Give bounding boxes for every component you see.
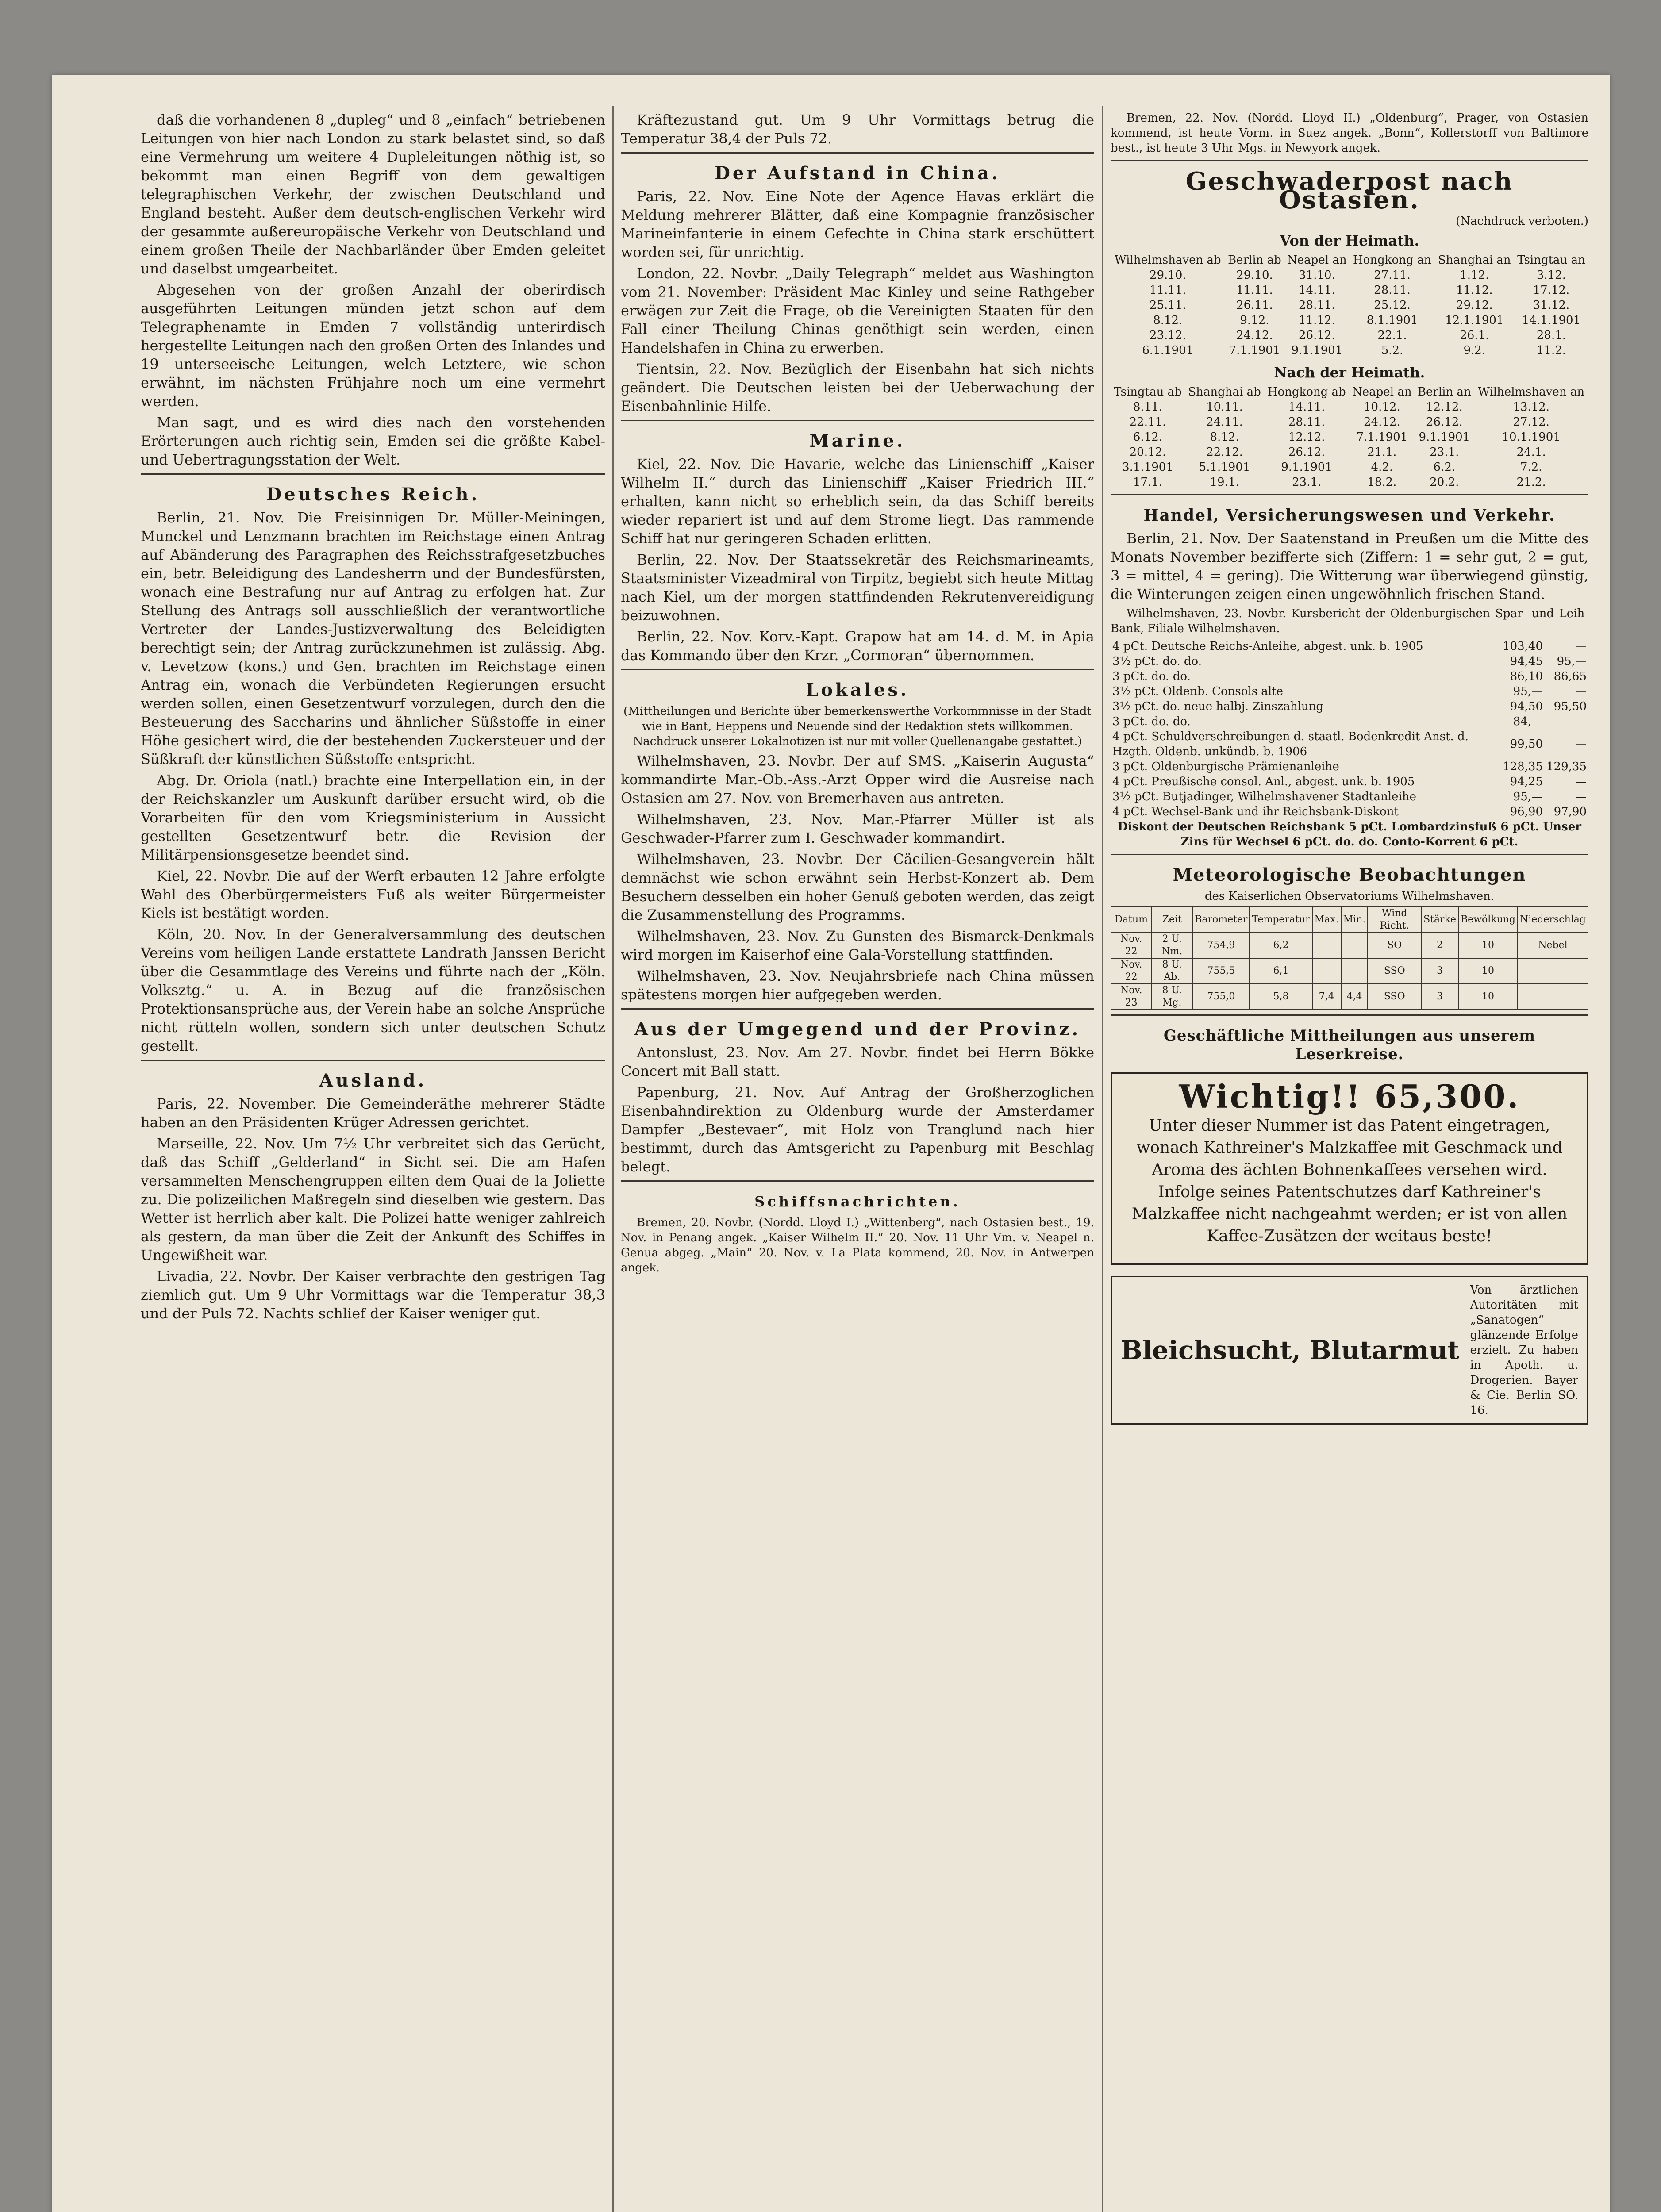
quote-value: 94,50 bbox=[1510, 700, 1543, 713]
section-divider bbox=[621, 152, 1094, 154]
table-cell: 22.12. bbox=[1206, 445, 1243, 459]
article-text: Marseille, 22. Nov. Um 7½ Uhr verbreitet sich das Gerücht, daß das Schiff „Gelderland“ in Sicht sei. Die am Hafen versammelten Menschengruppen eilten dem Quai de la Joliette zu. Die polizeilichen Maßregeln sind dieselben wie gestern. Das Wetter ist herrlich aber kalt. Die Polizei hatte weniger zahlreich als gestern, da man über die Zeit der Ankunft des Schiffes in Ungewißheit war. bbox=[141, 1135, 605, 1263]
table-header-cell: Neapel an bbox=[1352, 385, 1412, 399]
article-text: daß die vorhandenen 8 „dupleg“ und 8 „einfach“ betriebenen Leitungen von hier nach London zu stark belastet sind, so daß eine Vermehrung um weitere 4 Dupleleitungen nöthig ist, so bekommt man einen Begriff von dem gewaltigen telegraphischen Verkehr, der zwischen Deutschland und England besteht. Außer dem deutsch-englischen Verkehr wird der gesammte außereuropäische Verkehr von Deutschland und einem großen Theile der Nachbarländer über Emden geleitet und daselbst umgearbeitet. bbox=[141, 111, 605, 277]
section-divider bbox=[141, 1060, 605, 1061]
security-name: 3 pCt. do. do. bbox=[1112, 670, 1191, 683]
section-heading-ausland: Ausland. bbox=[319, 1070, 427, 1091]
table-cell: Nebel bbox=[1518, 933, 1588, 958]
table-cell bbox=[1341, 958, 1368, 984]
section-heading-deutsches-reich: Deutsches Reich. bbox=[266, 484, 480, 505]
table-cell: 23.1. bbox=[1292, 476, 1322, 489]
table-cell: 8.11. bbox=[1133, 400, 1163, 414]
quote-value: 84,— bbox=[1513, 715, 1543, 728]
article-text: Wilhelmshaven, 23. Nov. Mar.-Pfarrer Müller ist als Geschwader-Pfarrer zum I. Geschwader kommandirt. bbox=[621, 811, 1094, 846]
table-cell: 6.1.1901 bbox=[1142, 344, 1194, 357]
table-cell: 6.12. bbox=[1133, 430, 1163, 444]
table-header-cell: Tsingtau ab bbox=[1114, 385, 1182, 399]
table-cell: 26.12. bbox=[1426, 415, 1463, 429]
quote-row bbox=[1111, 669, 1588, 684]
security-name: 3½ pCt. do. neue halbj. Zinszahlung bbox=[1112, 700, 1324, 713]
schedule-row bbox=[1111, 313, 1588, 328]
table-header-cell: Berlin an bbox=[1417, 385, 1471, 399]
table-cell: 7.1.1901 bbox=[1229, 344, 1280, 357]
table-header-cell: Bewölkung bbox=[1458, 907, 1518, 933]
security-name: 3 pCt. Oldenburgische Prämienanleihe bbox=[1112, 760, 1339, 773]
table-cell: 12.1.1901 bbox=[1445, 314, 1504, 327]
article-text: Berlin, 22. Nov. Korv.-Kapt. Grapow hat am 14. d. M. in Apia das Kommando über den Krzr. „Cormoran“ übernommen. bbox=[621, 628, 1094, 664]
table-cell: 28.11. bbox=[1374, 284, 1411, 297]
table-cell: 5,8 bbox=[1250, 984, 1312, 1010]
table-cell: 9.1.1901 bbox=[1281, 461, 1333, 474]
table-header-cell: Niederschlag bbox=[1518, 907, 1588, 933]
section-heading-marine: Marine. bbox=[809, 430, 906, 451]
column-left bbox=[141, 111, 605, 2212]
quote-row bbox=[1111, 774, 1588, 789]
table-cell: 7.1.1901 bbox=[1356, 430, 1408, 444]
table-cell: 14.11. bbox=[1299, 284, 1335, 297]
article-text: Wilhelmshaven, 23. Nov. Neujahrsbriefe nach China müssen spätestens morgen hier aufgegeben werden. bbox=[621, 968, 1094, 1003]
table-cell: 11.12. bbox=[1299, 314, 1335, 327]
schedule-row bbox=[1111, 399, 1588, 415]
article-text: Antonslust, 23. Nov. Am 27. Novbr. findet bei Herrn Bökke Concert mit Ball statt. bbox=[621, 1044, 1094, 1079]
table-header-cell: Datum bbox=[1111, 907, 1151, 933]
section-divider bbox=[1111, 854, 1588, 855]
schedule-row bbox=[1111, 343, 1588, 358]
table-cell: 6,1 bbox=[1250, 958, 1312, 984]
table-cell: 10 bbox=[1458, 958, 1518, 984]
reprint-note: (Nachdruck verboten.) bbox=[1456, 215, 1588, 228]
table-cell: 26.12. bbox=[1299, 329, 1335, 342]
table-header-cell: Stärke bbox=[1421, 907, 1458, 933]
table-cell: 2 bbox=[1421, 933, 1458, 958]
table-cell: 10 bbox=[1458, 933, 1518, 958]
table-header-cell: Wilhelmshaven ab bbox=[1114, 253, 1221, 267]
table-cell bbox=[1341, 933, 1368, 958]
table-header-cell: Hongkong ab bbox=[1267, 385, 1346, 399]
table-header-cell: Min. bbox=[1341, 907, 1368, 933]
schedule-row bbox=[1111, 445, 1588, 460]
security-name: 4 pCt. Schuldverschreibungen d. staatl. Bodenkredit-Anst. d. Hzgth. Oldenb. unkündb. b. 1906 bbox=[1112, 730, 1469, 758]
table-cell: 9.1.1901 bbox=[1419, 430, 1470, 444]
security-name: 3½ pCt. Oldenb. Consols alte bbox=[1112, 685, 1283, 698]
table-cell: 7,4 bbox=[1312, 984, 1341, 1010]
table-cell: 27.12. bbox=[1513, 415, 1549, 429]
section-divider bbox=[621, 669, 1094, 670]
article-text: Bremen, 22. Nov. (Nordd. Lloyd II.) „Oldenburg“, Prager, von Ostasien kommend, ist heute Vorm. in Suez angek. „Bonn“, Kollerstorff von Baltimore best., ist heute 3 Uhr Mgs. in Newyork angek. bbox=[1111, 111, 1588, 155]
table-cell: Nov. 22 bbox=[1111, 958, 1151, 984]
schedule-row bbox=[1111, 415, 1588, 430]
quote-row bbox=[1111, 654, 1588, 669]
quote-value: 129,35 bbox=[1546, 760, 1587, 773]
table-header-cell: Shanghai ab bbox=[1188, 385, 1261, 399]
article-text: Wilhelmshaven, 23. Novbr. Der Cäcilien-Gesangverein hält demnächst wie schon erwähnt sein Herbst-Konzert ab. Dem Besuchern desselben ein hoher Genuß geboten werden, das zeigt die Zusammenstellung des Programms. bbox=[621, 851, 1094, 923]
section-divider bbox=[141, 473, 605, 475]
table-header-cell: Barometer bbox=[1192, 907, 1250, 933]
table-cell: 2 U. Nm. bbox=[1151, 933, 1192, 958]
table-cell: 17.1. bbox=[1133, 476, 1163, 489]
weather-row bbox=[1111, 933, 1588, 958]
table-cell: 3.1.1901 bbox=[1122, 461, 1173, 474]
quote-value: 95,— bbox=[1513, 685, 1543, 698]
table-cell: 27.11. bbox=[1374, 269, 1411, 282]
quote-row bbox=[1111, 759, 1588, 774]
table-cell: 25.11. bbox=[1149, 299, 1186, 312]
table-cell: 6,2 bbox=[1250, 933, 1312, 958]
article-text: Köln, 20. Nov. In der Generalversammlung des deutschen Vereins vom heiligen Lande erstattete Landrath Janssen Bericht über die Gesammtlage des Vereins und führte nach der „Köln. Volksztg.“ u. A. in Bezug auf die französischen Protektionsansprüche aus, der Verein habe an solche Ansprüche nicht rütteln wollen, sondern sich unter deutschen Schutz gestellt. bbox=[141, 926, 605, 1054]
table-cell: 26.1. bbox=[1460, 329, 1489, 342]
section-divider bbox=[1111, 494, 1588, 495]
table-cell: 11.11. bbox=[1236, 284, 1273, 297]
schedule-row bbox=[1111, 298, 1588, 313]
weather-row bbox=[1111, 984, 1588, 1010]
table-cell bbox=[1312, 958, 1341, 984]
table-cell: 12.12. bbox=[1288, 430, 1325, 444]
table-header-cell: Wilhelmshaven an bbox=[1478, 385, 1585, 399]
table-cell: Nov. 23 bbox=[1111, 984, 1151, 1010]
table-cell: 8.12. bbox=[1210, 430, 1239, 444]
table-cell: 10.11. bbox=[1206, 400, 1243, 414]
quote-value: 128,35 bbox=[1503, 760, 1543, 773]
table-cell: 755,0 bbox=[1192, 984, 1250, 1010]
table-cell: 29.12. bbox=[1456, 299, 1493, 312]
table-cell: 3 bbox=[1421, 984, 1458, 1010]
security-name: 4 pCt. Preußische consol. Anl., abgest. unk. b. 1905 bbox=[1112, 775, 1415, 788]
table-cell: 20.12. bbox=[1129, 445, 1166, 459]
article-text: Livadia, 22. Novbr. Der Kaiser verbrachte den gestrigen Tag ziemlich gut. Um 9 Uhr Vormittags war die Temperatur 38,3 und der Puls 72. Nachts schlief der Kaiser weniger gut. bbox=[141, 1268, 605, 1322]
ad-title: Wichtig!! 65,300. bbox=[1179, 1078, 1520, 1115]
table-cell: 1.12. bbox=[1460, 269, 1489, 282]
schedule-row bbox=[1111, 460, 1588, 475]
table-cell: 22.1. bbox=[1377, 329, 1407, 342]
table-cell: 10.1.1901 bbox=[1502, 430, 1561, 444]
table-cell: 10.12. bbox=[1364, 400, 1400, 414]
column-right bbox=[1111, 111, 1588, 2212]
table-cell bbox=[1518, 958, 1588, 984]
table-cell: 9.2. bbox=[1463, 344, 1486, 357]
table-cell: 8 U. Mg. bbox=[1151, 984, 1192, 1010]
table-header-cell: Max. bbox=[1312, 907, 1341, 933]
article-text: Bremen, 20. Novbr. (Nordd. Lloyd I.) „Wittenberg“, nach Ostasien best., 19. Nov. in Penang angek. „Kaiser Wilhelm II.“ 20. Nov. 11 Uhr Vm. v. Neapel n. Genua abgeg. „Main“ 20. Nov. v. La Plata kommend, 20. Nov. in Antwerpen angek. bbox=[621, 1216, 1094, 1275]
table-cell: 29.10. bbox=[1149, 269, 1186, 282]
table-header-cell: Tsingtau an bbox=[1517, 253, 1585, 267]
quote-row bbox=[1111, 804, 1588, 819]
discount-rates: Diskont der Deutschen Reichsbank 5 pCt. Lombardzinsfuß 6 pCt. Unser Zins für Wechsel 6 pCt. do. do. Conto-Korrent 6 pCt. bbox=[1118, 820, 1581, 849]
table-cell: 29.10. bbox=[1236, 269, 1273, 282]
table-caption: Von der Heimath. bbox=[1280, 232, 1419, 249]
table-header-cell: Hongkong an bbox=[1353, 253, 1432, 267]
article-text: Paris, 22. Nov. Eine Note der Agence Havas erklärt die Meldung mehrerer Blätter, daß eine Kompagnie französischer Marineinfanterie in einem Gefechte in China stark erschüttert worden sei, für unrichtig. bbox=[621, 188, 1094, 261]
section-heading-schiffsnachrichten: Schiffsnachrichten. bbox=[754, 1193, 961, 1210]
table-cell: 4.2. bbox=[1371, 461, 1393, 474]
quote-value: 86,10 bbox=[1510, 670, 1543, 683]
section-divider bbox=[621, 420, 1094, 421]
quote-value: — bbox=[1575, 790, 1587, 803]
table-header-cell: Shanghai an bbox=[1438, 253, 1511, 267]
article-text: Kiel, 22. Nov. Die Havarie, welche das Linienschiff „Kaiser Wilhelm II.“ durch das Linienschiff „Kaiser Friedrich III.“ erhalten, kann nicht so erheblich sein, da das Schiff bereits wieder repariert ist und auf dem Strome liegt. Das rammende Schiff hat nur geringeren Schaden erlitten. bbox=[621, 456, 1094, 547]
table-cell: Nov. 22 bbox=[1111, 933, 1151, 958]
security-name: 4 pCt. Deutsche Reichs-Anleihe, abgest. unk. b. 1905 bbox=[1112, 640, 1423, 653]
article-text: Wilhelmshaven, 23. Nov. Zu Gunsten des Bismarck-Denkmals wird morgen im Kaiserhof eine Gala-Vorstellung stattfinden. bbox=[621, 928, 1094, 963]
table-cell: 7.2. bbox=[1520, 461, 1542, 474]
stock-report-title: Wilhelmshaven, 23. Novbr. Kursbericht der Oldenburgischen Spar- und Leih-Bank, Filiale Wilhelmshaven. bbox=[1111, 607, 1588, 635]
schedule-row bbox=[1111, 268, 1588, 283]
observatory-subtitle: des Kaiserlichen Observatoriums Wilhelmshaven. bbox=[1204, 890, 1495, 903]
section-heading-lokales: Lokales. bbox=[806, 680, 909, 700]
article-text: Berlin, 21. Nov. Der Saatenstand in Preußen um die Mitte des Monats November bezifferte sich (Ziffern: 1 = sehr gut, 2 = gut, 3 = mittel, 4 = gering). Die Witterung war überwiegend günstig, die Winterungen zeigen einen ungewöhnlich frischen Stand. bbox=[1111, 530, 1588, 603]
table-cell: 26.11. bbox=[1236, 299, 1273, 312]
section-divider bbox=[621, 1180, 1094, 1182]
table-cell: 755,5 bbox=[1192, 958, 1250, 984]
quote-value: — bbox=[1575, 775, 1587, 788]
table-cell: 6.2. bbox=[1433, 461, 1456, 474]
table-cell: 23.12. bbox=[1149, 329, 1186, 342]
quote-value: — bbox=[1575, 715, 1587, 728]
table-cell bbox=[1312, 933, 1341, 958]
section-heading-china: Der Aufstand in China. bbox=[715, 163, 1000, 184]
quote-value: 95,— bbox=[1513, 790, 1543, 803]
security-name: 3 pCt. do. do. bbox=[1112, 715, 1191, 728]
ad-text: Von ärztlichen Autoritäten mit „Sanatogen“ glänzende Erfolge erzielt. Zu haben in Apoth. u. Drogerien. Bayer & Cie. Berlin SO. 16. bbox=[1470, 1283, 1578, 1417]
table-header-cell: Wind Richt. bbox=[1368, 907, 1421, 933]
table-cell: 11.12. bbox=[1456, 284, 1493, 297]
table-cell: 25.12. bbox=[1374, 299, 1411, 312]
column-middle bbox=[621, 111, 1094, 2212]
table-cell: 28.11. bbox=[1299, 299, 1335, 312]
section-heading-provinz: Aus der Umgegend und der Provinz. bbox=[634, 1019, 1081, 1040]
schedule-row bbox=[1111, 475, 1588, 490]
quote-row bbox=[1111, 714, 1588, 729]
table-cell: 28.11. bbox=[1288, 415, 1325, 429]
section-heading-geschwaderpost: Geschwaderpost nach Ostasien. bbox=[1185, 167, 1514, 215]
section-heading-geschaeftliches: Geschäftliche Mittheilungen aus unserem Leserkreise. bbox=[1163, 1027, 1536, 1063]
quote-row bbox=[1111, 684, 1588, 699]
article-text: Wilhelmshaven, 23. Novbr. Der auf SMS. „Kaiserin Augusta“ kommandirte Mar.-Ob.-Ass.-Arzt Opper wird die Ausreise nach Ostasien am 27. Nov. von Bremerhaven aus antreten. bbox=[621, 753, 1094, 806]
article-text: Paris, 22. November. Die Gemeinderäthe mehrerer Städte haben an den Präsidenten Krüger Adressen gerichtet. bbox=[141, 1095, 605, 1131]
table-cell: 3 bbox=[1421, 958, 1458, 984]
table-cell: 11.11. bbox=[1149, 284, 1186, 297]
table-cell: 22.11. bbox=[1129, 415, 1166, 429]
quote-value: 103,40 bbox=[1503, 640, 1543, 653]
table-cell: 21.2. bbox=[1516, 476, 1546, 489]
table-cell: 17.12. bbox=[1533, 284, 1570, 297]
quote-row bbox=[1111, 699, 1588, 714]
table-cell: SO bbox=[1368, 933, 1421, 958]
security-name: 4 pCt. Wechsel-Bank und ihr Reichsbank-Diskont bbox=[1112, 805, 1399, 818]
table-cell: 13.12. bbox=[1513, 400, 1549, 414]
table-cell: 31.10. bbox=[1299, 269, 1335, 282]
quote-value: 94,45 bbox=[1510, 655, 1543, 668]
schedule-row bbox=[1111, 328, 1588, 343]
section-divider bbox=[621, 1008, 1094, 1010]
quote-row bbox=[1111, 639, 1588, 654]
table-header-cell: Berlin ab bbox=[1228, 253, 1281, 267]
article-text: Kräftezustand gut. Um 9 Uhr Vormittags betrug die Temperatur 38,4 der Puls 72. bbox=[621, 111, 1094, 147]
article-text: Abgesehen von der großen Anzahl der oberirdisch ausgeführten Leitungen münden jetzt schon auf dem Telegraphenamte in Emden 7 vollständig unterirdisch hergestellte Leitungen nach den großen Orten des Inlandes und 19 unterseeische Leitungen, welch Letztere, wie schon erwähnt, im nächsten Frühjahre noch um eine vermehrt werden. bbox=[141, 281, 605, 410]
column-rule bbox=[612, 106, 614, 2212]
weather-table bbox=[1111, 906, 1588, 1010]
security-name: 3½ pCt. do. do. bbox=[1112, 655, 1202, 668]
table-cell: 8.12. bbox=[1153, 314, 1183, 327]
quote-value: 86,65 bbox=[1553, 670, 1587, 683]
table-cell: 8 U. Ab. bbox=[1151, 958, 1192, 984]
table-cell: 19.1. bbox=[1210, 476, 1239, 489]
article-text: Tientsin, 22. Nov. Bezüglich der Eisenbahn hat sich nichts geändert. Die Deutschen leisten bei der Ueberwachung der Eisenbahnlinie Hilfe. bbox=[621, 361, 1094, 415]
table-cell: 10 bbox=[1458, 984, 1518, 1010]
table-cell: 24.12. bbox=[1364, 415, 1400, 429]
table-cell: 24.1. bbox=[1516, 445, 1546, 459]
security-name: 3½ pCt. Butjadinger, Wilhelmshavener Stadtanleihe bbox=[1112, 790, 1416, 803]
table-cell: 18.2. bbox=[1367, 476, 1397, 489]
table-cell: 28.1. bbox=[1536, 329, 1566, 342]
article-text: Kiel, 22. Novbr. Die auf der Werft erbauten 12 Jahre erfolgte Wahl des Oberbürgermeisters Fuß als weiter Bürgermeister Kiels ist bestätigt worden. bbox=[141, 868, 605, 922]
weather-row bbox=[1111, 958, 1588, 984]
advertisement-sanatogen bbox=[1111, 1276, 1588, 1425]
section-heading-handel: Handel, Versicherungswesen und Verkehr. bbox=[1143, 506, 1556, 525]
ad-headline: Bleichsucht, Blutarmut bbox=[1121, 1335, 1460, 1365]
section-heading-meteorologie: Meteorologische Beobachtungen bbox=[1173, 864, 1526, 885]
table-cell: 8.1.1901 bbox=[1366, 314, 1418, 327]
table-cell: 5.1.1901 bbox=[1199, 461, 1250, 474]
article-text: Berlin, 22. Nov. Der Staatssekretär des Reichsmarineamts, Staatsminister Vizeadmiral von Tirpitz, begiebt sich heute Mittag nach Kiel, um der morgen stattfindenden Rekrutenvereidigung beizuwohnen. bbox=[621, 551, 1094, 624]
section-divider bbox=[1111, 1014, 1588, 1016]
article-text: Papenburg, 21. Nov. Auf Antrag der Großherzoglichen Eisenbahndirektion zu Oldenburg wurde der Amsterdamer Dampfer „Bestevaer“, mit Holz von Tranglund nach hier bestimmt, durch das Amtsgericht zu Papenburg mit Beschlag belegt. bbox=[621, 1084, 1094, 1175]
quote-value: — bbox=[1575, 640, 1587, 653]
ad-text: Unter dieser Nummer ist das Patent eingetragen, wonach Kathreiner's Malzkaffee mit Geschmack und Aroma des ächten Bohnenkaffees versehen wird. Infolge seines Patentschutzes darf Kathreiner's Malzkaffee nicht nachgeahmt werden; er ist von allen Kaffee-Zusätzen der weitaus beste! bbox=[1131, 1117, 1568, 1245]
table-cell: 23.1. bbox=[1430, 445, 1459, 459]
quote-row bbox=[1111, 729, 1588, 759]
quote-value: — bbox=[1575, 737, 1587, 751]
table-cell: 11.2. bbox=[1536, 344, 1566, 357]
table-cell: 26.12. bbox=[1288, 445, 1325, 459]
article-text: Man sagt, und es wird dies nach den vorstehenden Erörterungen auch richtig sein, Emden sei die größte Kabel- und Uebertragungsstation der Welt. bbox=[141, 414, 605, 468]
schedule-row bbox=[1111, 430, 1588, 445]
table-cell: SSO bbox=[1368, 958, 1421, 984]
article-text: Abg. Dr. Oriola (natl.) brachte eine Interpellation ein, in der der Reichskanzler um Auskunft darüber ersucht wird, ob die Vorarbeiten für den vom Kriegsministerium in Aussicht gestellten Gesetzentwurf betr. die Revision der Militärpensionsgesetze beendet sind. bbox=[141, 772, 605, 863]
quote-value: 99,50 bbox=[1510, 737, 1543, 751]
quote-value: 97,90 bbox=[1553, 805, 1587, 818]
quote-value: 95,— bbox=[1557, 655, 1587, 668]
article-text: London, 22. Novbr. „Daily Telegraph“ meldet aus Washington vom 21. November: Präsident Mac Kinley und seine Rathgeber erwägen zur Zeit die Frage, ob die Vereinigten Staaten für den Fall einer Theilung Chinas genöthigt sein werden, einen Handelshafen in China zu erwerben. bbox=[621, 265, 1094, 356]
table-cell: 31.12. bbox=[1533, 299, 1570, 312]
table-header-cell: Temperatur bbox=[1250, 907, 1312, 933]
table-header-cell: Neapel an bbox=[1287, 253, 1347, 267]
stock-quotes-table bbox=[1111, 639, 1588, 819]
advertisement-kathreiner bbox=[1111, 1072, 1588, 1265]
quote-value: 96,90 bbox=[1510, 805, 1543, 818]
table-cell: 21.1. bbox=[1367, 445, 1397, 459]
table-header-cell: Zeit bbox=[1151, 907, 1192, 933]
quote-value: 95,50 bbox=[1553, 700, 1587, 713]
table-cell: SSO bbox=[1368, 984, 1421, 1010]
table-cell: 12.12. bbox=[1426, 400, 1463, 414]
schedule-row bbox=[1111, 283, 1588, 298]
table-cell: 9.12. bbox=[1240, 314, 1269, 327]
table-cell: 20.2. bbox=[1430, 476, 1459, 489]
table-cell: 4,4 bbox=[1341, 984, 1368, 1010]
table-cell: 754,9 bbox=[1192, 933, 1250, 958]
section-divider bbox=[1111, 160, 1588, 161]
mail-schedule-inbound bbox=[1111, 384, 1588, 490]
table-cell: 3.12. bbox=[1536, 269, 1566, 282]
table-cell: 14.1.1901 bbox=[1522, 314, 1581, 327]
column-rule bbox=[1102, 106, 1103, 2212]
editorial-note: (Mittheilungen und Berichte über bemerkenswerthe Vorkommnisse in der Stadt wie in Bant, Heppens und Neuende sind der Redaktion stets willkommen. Nachdruck unserer Lokalnotizen ist nur mit voller Quellenangabe gestattet.) bbox=[623, 705, 1092, 748]
mail-schedule-outbound bbox=[1111, 253, 1588, 358]
table-caption: Nach der Heimath. bbox=[1274, 364, 1425, 381]
quote-value: — bbox=[1575, 685, 1587, 698]
article-text: Berlin, 21. Nov. Die Freisinnigen Dr. Müller-Meiningen, Munckel und Lenzmann brachten im Reichstage einen Antrag auf Abänderung des Paragraphen des Reichsstrafgesetzbuches ein, betr. Beleidigung des Landesherrn und der Bundesfürsten, wonach eine Bestrafung nur auf Antrag zu erfolgen hat. Zur Stellung des Antrags soll ausschließlich der verantwortliche Vertreter der Landes-Justizverwaltung des Beleidigten berechtigt sein; der Antrag zurückzunehmen ist zulässig. Abg. v. Levetzow (kons.) und Gen. brachten im Reichstage einen Antrag ein, wonach die Verbündeten Regierungen ersucht werden sollen, einen Gesetzentwurf vorzulegen, durch den die Besteuerung des Saccharins und ähnlicher Süßstoffe in einer Höhe gesichert wird, die der bestehenden Zuckersteuer und der Süßkraft der künstlichen Süßstoffe entspricht. bbox=[141, 509, 605, 768]
quote-value: 94,25 bbox=[1510, 775, 1543, 788]
table-cell: 9.1.1901 bbox=[1291, 344, 1343, 357]
table-cell bbox=[1518, 984, 1588, 1010]
quote-row bbox=[1111, 789, 1588, 804]
table-cell: 24.11. bbox=[1206, 415, 1243, 429]
table-cell: 24.12. bbox=[1236, 329, 1273, 342]
table-cell: 14.11. bbox=[1288, 400, 1325, 414]
newspaper-page bbox=[52, 75, 1610, 2212]
table-cell: 5.2. bbox=[1381, 344, 1403, 357]
